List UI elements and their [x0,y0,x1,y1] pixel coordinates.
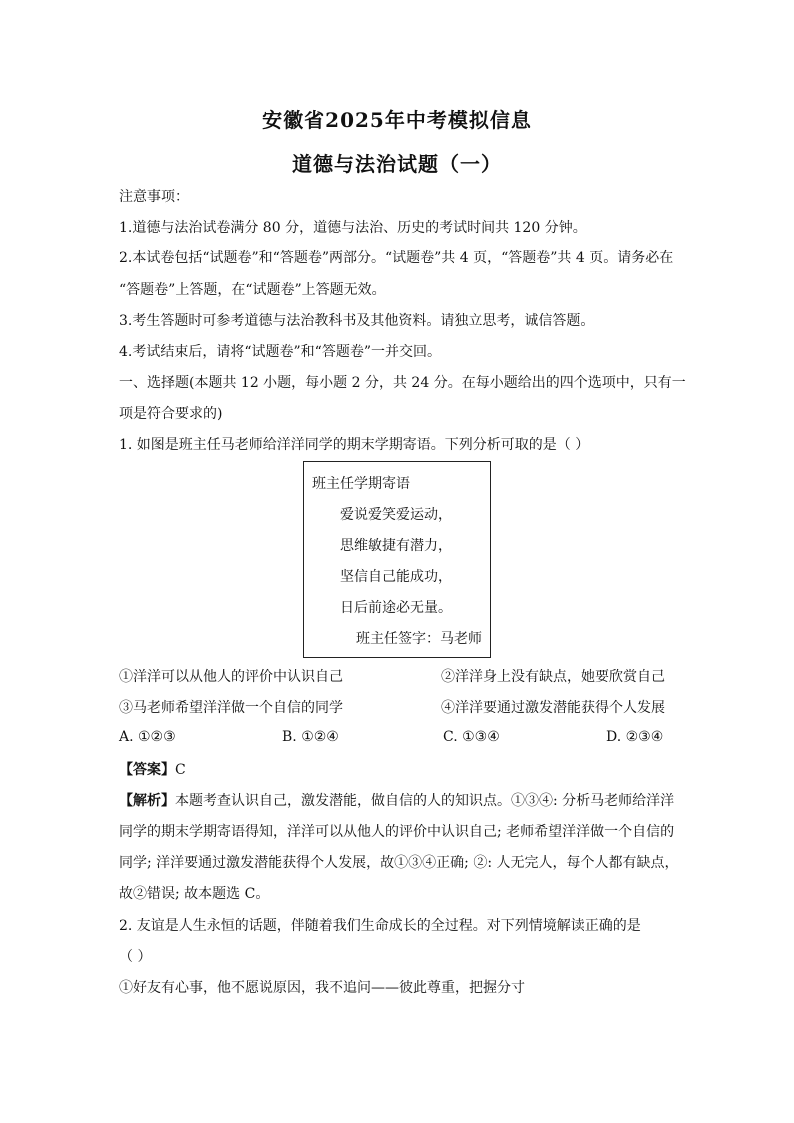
exam-title: 安徽省2025年中考模拟信息 [262,108,532,132]
q1-answer [119,760,679,780]
q1-statement-2: ②洋洋身上没有缺点，她要欣赏自己 [441,669,665,685]
teacher-comment-box [303,461,491,658]
q1-analysis-4: 故②错误; 故本题选 C。 [119,886,270,902]
analysis-tag: 【解析】 [119,793,175,809]
q1-statement-1: ①洋洋可以从他人的评价中认识自己 [119,669,343,685]
question-1-stem: 1. 如图是班主任马老师给洋洋同学的期末学期寄语。下列分析可取的是（ ） [119,437,590,453]
q1-choice-c: C. ①③④ [443,729,500,745]
question-2-stem: 2. 友谊是人生永恒的话题，伴随着我们生命成长的全过程。对下列情境解读正确的是 [119,918,641,934]
comment-line-2: 思维敏捷有潜力， [340,538,452,554]
note-2b: “答题卷”上答题，在“试题卷”上答题无效。 [119,282,386,298]
q1-choice-d: D. ②③④ [606,729,664,745]
q1-choice-b: B. ①②④ [282,729,339,745]
answer-value: C [175,762,186,778]
comment-line-1: 爱说爱笑爱运动， [340,507,452,523]
note-4: 4.考试结束后，请将“试题卷”和“答题卷”一并交回。 [119,344,441,360]
comment-line-3: 坚信自己能成功， [340,569,452,585]
analysis-text-1: 本题考查认识自己，激发潜能，做自信的人的知识点。①③④: 分析马老师给洋洋 [175,793,675,809]
note-2a: 2.本试卷包括“试题卷”和“答题卷”两部分。“试题卷”共 4 页，“答题卷”共 4 页。请务必在 [119,250,674,266]
q1-statement-3: ③马老师希望洋洋做一个自信的同学 [119,700,343,716]
question-2-paren: （ ） [119,949,152,965]
section-heading-b: 项是符合要求的) [119,406,223,422]
q1-analysis-3: 同学; 洋洋要通过激发潜能获得个人发展，故①③④正确; ②: 人无完人，每个人都有缺点， [119,855,679,871]
q1-statement-4: ④洋洋要通过激发潜能获得个人发展 [441,700,665,716]
q2-statement-1: ①好友有心事，他不愿说原因，我不追问——彼此尊重，把握分寸 [119,980,525,996]
answer-tag: 【答案】 [119,762,175,778]
notes-heading: 注意事项： [119,189,189,205]
note-1: 1.道德与法治试卷满分 80 分，道德与法治、历史的考试时间共 120 分钟。 [119,220,587,236]
exam-subtitle: 道德与法治试题（一） [292,152,502,176]
comment-signature: 班主任签字：马老师 [356,631,482,647]
comment-line-4: 日后前途必无量。 [340,600,452,616]
comment-title: 班主任学期寄语 [312,476,410,492]
q1-choice-a: A. ①②③ [119,729,176,745]
section-heading-a: 一、选择题(本题共 12 小题，每小题 2 分，共 24 分。在每小题给出的四个选项中，只有一 [119,375,686,391]
q1-analysis-1 [119,791,679,811]
note-3: 3.考生答题时可参考道德与法治教科书及其他资料。请独立思考，诚信答题。 [119,313,595,329]
q1-analysis-2: 同学的期末学期寄语得知，洋洋可以从他人的评价中认识自己; 老师希望洋洋做一个自信的 [119,824,675,840]
